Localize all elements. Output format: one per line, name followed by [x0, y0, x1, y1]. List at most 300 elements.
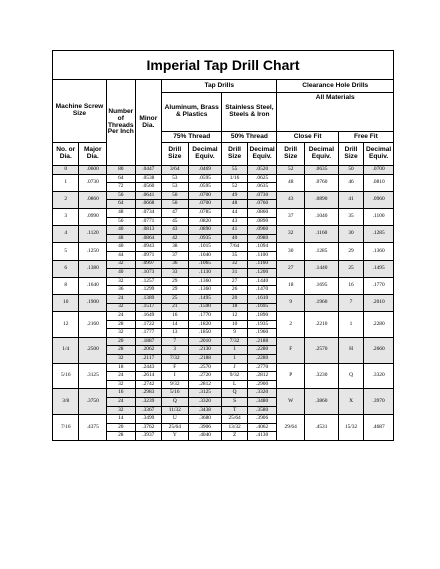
- free-fit-drill-cell: 50: [338, 166, 363, 175]
- alu-decimal-cell: .0595: [188, 183, 222, 192]
- close-fit-decimal-cell: .2210: [304, 312, 338, 338]
- close-fit-drill-cell: 52: [277, 166, 305, 175]
- free-fit-decimal-cell: .2280: [364, 312, 394, 338]
- alu-decimal-cell: .1850: [188, 329, 222, 338]
- screw-size-cell: 0: [53, 166, 79, 175]
- header-decimal-equiv: Decimal Equiv.: [304, 143, 338, 166]
- chart-body: [53, 166, 394, 441]
- steel-drill-cell: 10: [222, 320, 247, 329]
- steel-decimal-cell: .0625: [247, 174, 277, 183]
- minor-dia-cell: .0641: [135, 191, 161, 200]
- close-fit-drill-cell: 30: [277, 243, 305, 260]
- free-fit-drill-cell: 15/32: [338, 415, 363, 441]
- alu-decimal-cell: .3906: [188, 423, 222, 432]
- major-dia-cell: .0860: [79, 191, 107, 208]
- header-thread-75: 75% Thread: [162, 132, 222, 143]
- screw-size-cell: 12: [53, 312, 79, 338]
- minor-dia-cell: .0668: [135, 200, 161, 209]
- alu-decimal-cell: .1130: [188, 269, 222, 278]
- alu-decimal-cell: .1015: [188, 243, 222, 252]
- minor-dia-cell: .0813: [135, 226, 161, 235]
- steel-decimal-cell: .1935: [247, 320, 277, 329]
- free-fit-decimal-cell: .4687: [364, 415, 394, 441]
- alu-drill-cell: 3/64: [162, 166, 188, 175]
- header-aluminum: Aluminum, Brass & Plastics: [162, 93, 222, 132]
- steel-drill-cell: 49: [222, 191, 247, 200]
- tpi-cell: 32: [107, 380, 136, 389]
- tpi-cell: 56: [107, 217, 136, 226]
- minor-dia-cell: .0971: [135, 251, 161, 260]
- alu-decimal-cell: .2188: [188, 355, 222, 364]
- free-fit-decimal-cell: .1495: [364, 260, 394, 277]
- table-row: [53, 208, 394, 217]
- minor-dia-cell: .1777: [135, 329, 161, 338]
- alu-drill-cell: Y: [162, 432, 188, 441]
- minor-dia-cell: .0943: [135, 243, 161, 252]
- table-row: [53, 174, 394, 183]
- page-title: Imperial Tap Drill Chart: [52, 50, 394, 79]
- steel-decimal-cell: .1094: [247, 243, 277, 252]
- steel-drill-cell: S: [222, 398, 247, 407]
- minor-dia-cell: .1887: [135, 337, 161, 346]
- close-fit-decimal-cell: .1040: [304, 208, 338, 225]
- minor-dia-cell: .3762: [135, 423, 161, 432]
- header-no-or-dia: No. or Dia.: [53, 143, 79, 166]
- alu-decimal-cell: .1065: [188, 260, 222, 269]
- steel-drill-cell: 55: [222, 166, 247, 175]
- alu-drill-cell: 9/32: [162, 380, 188, 389]
- close-fit-decimal-cell: .4531: [304, 415, 338, 441]
- alu-decimal-cell: .0820: [188, 217, 222, 226]
- alu-drill-cell: I: [162, 372, 188, 381]
- tpi-cell: 40: [107, 243, 136, 252]
- tpi-cell: 48: [107, 234, 136, 243]
- alu-drill-cell: 3: [162, 346, 188, 355]
- tpi-cell: 32: [107, 406, 136, 415]
- major-dia-cell: .3125: [79, 363, 107, 389]
- header-decimal-equiv: Decimal Equiv.: [188, 143, 222, 166]
- steel-drill-cell: 9/32: [222, 372, 247, 381]
- free-fit-drill-cell: H: [338, 337, 363, 363]
- alu-drill-cell: 47: [162, 208, 188, 217]
- major-dia-cell: .3750: [79, 389, 107, 415]
- minor-dia-cell: .0538: [135, 174, 161, 183]
- alu-decimal-cell: .1495: [188, 294, 222, 303]
- close-fit-drill-cell: 48: [277, 174, 305, 191]
- major-dia-cell: .2160: [79, 312, 107, 338]
- steel-decimal-cell: .0980: [247, 234, 277, 243]
- free-fit-drill-cell: 25: [338, 260, 363, 277]
- steel-decimal-cell: .4130: [247, 432, 277, 441]
- close-fit-drill-cell: 43: [277, 191, 305, 208]
- close-fit-decimal-cell: .0760: [304, 174, 338, 191]
- tpi-cell: 32: [107, 260, 136, 269]
- steel-decimal-cell: .0960: [247, 226, 277, 235]
- tpi-cell: 24: [107, 312, 136, 321]
- minor-dia-cell: .0864: [135, 234, 161, 243]
- close-fit-decimal-cell: .1285: [304, 243, 338, 260]
- steel-decimal-cell: .3320: [247, 389, 277, 398]
- alu-drill-cell: 14: [162, 320, 188, 329]
- steel-decimal-cell: .2280: [247, 355, 277, 364]
- table-row: [53, 277, 394, 286]
- tpi-cell: 40: [107, 269, 136, 278]
- screw-size-cell: 5/16: [53, 363, 79, 389]
- header-all-materials: All Materials: [277, 93, 394, 132]
- header-drill-size: Drill Size: [162, 143, 188, 166]
- steel-decimal-cell: .0730: [247, 191, 277, 200]
- close-fit-decimal-cell: .1160: [304, 226, 338, 243]
- tpi-cell: 32: [107, 277, 136, 286]
- close-fit-decimal-cell: .0890: [304, 191, 338, 208]
- alu-decimal-cell: .0700: [188, 191, 222, 200]
- header-thread-50: 50% Thread: [222, 132, 277, 143]
- steel-drill-cell: Z: [222, 432, 247, 441]
- tpi-cell: 24: [107, 398, 136, 407]
- alu-decimal-cell: .1820: [188, 320, 222, 329]
- major-dia-cell: .1250: [79, 243, 107, 260]
- header-decimal-equiv: Decimal Equiv.: [364, 143, 394, 166]
- tpi-cell: 28: [107, 320, 136, 329]
- close-fit-decimal-cell: .1960: [304, 294, 338, 311]
- header-clearance: Clearance Hole Drills: [277, 80, 394, 93]
- steel-drill-cell: 20: [222, 294, 247, 303]
- steel-drill-cell: 1: [222, 346, 247, 355]
- steel-drill-cell: 9: [222, 329, 247, 338]
- tpi-cell: 20: [107, 423, 136, 432]
- free-fit-drill-cell: 16: [338, 277, 363, 294]
- alu-decimal-cell: .0700: [188, 200, 222, 209]
- tpi-cell: 24: [107, 372, 136, 381]
- free-fit-drill-cell: 1: [338, 312, 363, 338]
- close-fit-drill-cell: W: [277, 389, 305, 415]
- steel-drill-cell: 1: [222, 355, 247, 364]
- alu-drill-cell: 16: [162, 312, 188, 321]
- minor-dia-cell: .0734: [135, 208, 161, 217]
- tpi-cell: 32: [107, 329, 136, 338]
- minor-dia-cell: .1257: [135, 277, 161, 286]
- steel-drill-cell: 27: [222, 277, 247, 286]
- alu-drill-cell: 25: [162, 294, 188, 303]
- table-row: [53, 312, 394, 321]
- steel-drill-cell: 26: [222, 286, 247, 295]
- free-fit-decimal-cell: .3320: [364, 363, 394, 389]
- alu-decimal-cell: .3680: [188, 415, 222, 424]
- major-dia-cell: .4375: [79, 415, 107, 441]
- header-close-fit: Close Fit: [277, 132, 338, 143]
- screw-size-cell: 5: [53, 243, 79, 260]
- major-dia-cell: .1640: [79, 277, 107, 294]
- tpi-cell: 32: [107, 303, 136, 312]
- steel-decimal-cell: .0635: [247, 183, 277, 192]
- steel-decimal-cell: .1960: [247, 329, 277, 338]
- minor-dia-cell: .2983: [135, 389, 161, 398]
- tpi-cell: 56: [107, 191, 136, 200]
- steel-drill-cell: 44: [222, 208, 247, 217]
- header-tap-drills: Tap Drills: [162, 80, 277, 93]
- alu-decimal-cell: .2010: [188, 337, 222, 346]
- steel-decimal-cell: .1890: [247, 312, 277, 321]
- tpi-cell: 20: [107, 337, 136, 346]
- steel-decimal-cell: .4062: [247, 423, 277, 432]
- table-row: [53, 191, 394, 200]
- tpi-cell: 64: [107, 174, 136, 183]
- alu-decimal-cell: .2130: [188, 346, 222, 355]
- minor-dia-cell: .0997: [135, 260, 161, 269]
- screw-size-cell: 3: [53, 208, 79, 225]
- alu-decimal-cell: .2720: [188, 372, 222, 381]
- close-fit-drill-cell: 9: [277, 294, 305, 311]
- free-fit-drill-cell: Q: [338, 363, 363, 389]
- minor-dia-cell: .1389: [135, 294, 161, 303]
- close-fit-drill-cell: 2: [277, 312, 305, 338]
- steel-decimal-cell: .1440: [247, 277, 277, 286]
- alu-drill-cell: Q: [162, 398, 188, 407]
- alu-drill-cell: F: [162, 363, 188, 372]
- close-fit-decimal-cell: .0635: [304, 166, 338, 175]
- steel-drill-cell: 48: [222, 200, 247, 209]
- minor-dia-cell: .2742: [135, 380, 161, 389]
- major-dia-cell: .1120: [79, 226, 107, 243]
- tpi-cell: 36: [107, 286, 136, 295]
- alu-drill-cell: 37: [162, 251, 188, 260]
- table-row: [53, 337, 394, 346]
- header-minor-dia: Minor Dia.: [135, 80, 161, 166]
- free-fit-drill-cell: 7: [338, 294, 363, 311]
- tpi-cell: 28: [107, 346, 136, 355]
- free-fit-decimal-cell: .0960: [364, 191, 394, 208]
- alu-drill-cell: 45: [162, 217, 188, 226]
- header-threads-per-inch: Number of Threads Per Inch: [107, 80, 136, 166]
- steel-decimal-cell: .0760: [247, 200, 277, 209]
- free-fit-drill-cell: 30: [338, 226, 363, 243]
- alu-decimal-cell: .2570: [188, 363, 222, 372]
- free-fit-drill-cell: 46: [338, 174, 363, 191]
- alu-decimal-cell: .3438: [188, 406, 222, 415]
- steel-decimal-cell: .1695: [247, 303, 277, 312]
- alu-drill-cell: 21: [162, 303, 188, 312]
- major-dia-cell: .0600: [79, 166, 107, 175]
- steel-drill-cell: 1/16: [222, 174, 247, 183]
- tpi-cell: 72: [107, 183, 136, 192]
- free-fit-decimal-cell: .0810: [364, 174, 394, 191]
- steel-decimal-cell: .1160: [247, 260, 277, 269]
- steel-decimal-cell: .3580: [247, 406, 277, 415]
- close-fit-decimal-cell: .2570: [304, 337, 338, 363]
- close-fit-drill-cell: F: [277, 337, 305, 363]
- tpi-cell: 44: [107, 251, 136, 260]
- screw-size-cell: 8: [53, 277, 79, 294]
- alu-decimal-cell: .0785: [188, 208, 222, 217]
- table-row: [53, 363, 394, 372]
- alu-drill-cell: 53: [162, 183, 188, 192]
- steel-decimal-cell: .2188: [247, 337, 277, 346]
- header-major-dia: Major Dia.: [79, 143, 107, 166]
- alu-decimal-cell: .1040: [188, 251, 222, 260]
- steel-decimal-cell: .1200: [247, 269, 277, 278]
- tpi-cell: 48: [107, 208, 136, 217]
- alu-drill-cell: 29: [162, 286, 188, 295]
- screw-size-cell: 1/4: [53, 337, 79, 363]
- minor-dia-cell: .3367: [135, 406, 161, 415]
- steel-decimal-cell: .2770: [247, 363, 277, 372]
- steel-decimal-cell: .0520: [247, 166, 277, 175]
- alu-decimal-cell: .4040: [188, 432, 222, 441]
- steel-decimal-cell: .3480: [247, 398, 277, 407]
- free-fit-decimal-cell: .1360: [364, 243, 394, 260]
- free-fit-decimal-cell: .2010: [364, 294, 394, 311]
- alu-drill-cell: 43: [162, 226, 188, 235]
- alu-decimal-cell: .1360: [188, 277, 222, 286]
- minor-dia-cell: .2117: [135, 355, 161, 364]
- steel-drill-cell: 52: [222, 183, 247, 192]
- header-drill-size: Drill Size: [222, 143, 247, 166]
- steel-decimal-cell: .1470: [247, 286, 277, 295]
- screw-size-cell: 4: [53, 226, 79, 243]
- steel-drill-cell: 41: [222, 226, 247, 235]
- minor-dia-cell: .1073: [135, 269, 161, 278]
- major-dia-cell: .2500: [79, 337, 107, 363]
- header-free-fit: Free Fit: [338, 132, 393, 143]
- alu-decimal-cell: .3320: [188, 398, 222, 407]
- alu-drill-cell: 11/32: [162, 406, 188, 415]
- minor-dia-cell: .3239: [135, 398, 161, 407]
- minor-dia-cell: .0560: [135, 183, 161, 192]
- alu-drill-cell: 36: [162, 260, 188, 269]
- free-fit-decimal-cell: .1100: [364, 208, 394, 225]
- minor-dia-cell: .3499: [135, 415, 161, 424]
- table-row: [53, 166, 394, 175]
- header-stainless: Stainless Steel, Steels & Iron: [222, 93, 277, 132]
- steel-decimal-cell: .0860: [247, 208, 277, 217]
- table-row: [53, 226, 394, 235]
- header-drill-size: Drill Size: [277, 143, 305, 166]
- tap-drill-table: [52, 79, 394, 441]
- steel-drill-cell: 43: [222, 217, 247, 226]
- steel-drill-cell: 32: [222, 260, 247, 269]
- steel-decimal-cell: .3906: [247, 415, 277, 424]
- tpi-cell: 28: [107, 432, 136, 441]
- free-fit-decimal-cell: .3970: [364, 389, 394, 415]
- alu-drill-cell: 38: [162, 243, 188, 252]
- header-machine-screw-size: Machine Screw Size: [53, 80, 107, 143]
- table-row: [53, 243, 394, 252]
- minor-dia-cell: .1299: [135, 286, 161, 295]
- alu-decimal-cell: .1590: [188, 303, 222, 312]
- close-fit-decimal-cell: .3860: [304, 389, 338, 415]
- close-fit-decimal-cell: .3230: [304, 363, 338, 389]
- free-fit-decimal-cell: .1285: [364, 226, 394, 243]
- close-fit-drill-cell: 27: [277, 260, 305, 277]
- alu-drill-cell: U: [162, 415, 188, 424]
- steel-decimal-cell: .1610: [247, 294, 277, 303]
- tpi-cell: 24: [107, 294, 136, 303]
- close-fit-drill-cell: 18: [277, 277, 305, 294]
- alu-drill-cell: 7: [162, 337, 188, 346]
- tpi-cell: 64: [107, 200, 136, 209]
- close-fit-drill-cell: P: [277, 363, 305, 389]
- alu-drill-cell: 25/64: [162, 423, 188, 432]
- free-fit-drill-cell: 35: [338, 208, 363, 225]
- alu-decimal-cell: .3125: [188, 389, 222, 398]
- steel-drill-cell: 7/64: [222, 243, 247, 252]
- steel-drill-cell: Q: [222, 389, 247, 398]
- steel-drill-cell: T: [222, 406, 247, 415]
- alu-decimal-cell: .0469: [188, 166, 222, 175]
- screw-size-cell: 1: [53, 174, 79, 191]
- steel-decimal-cell: .1100: [247, 251, 277, 260]
- alu-drill-cell: 5/16: [162, 389, 188, 398]
- free-fit-drill-cell: 29: [338, 243, 363, 260]
- free-fit-decimal-cell: .2660: [364, 337, 394, 363]
- close-fit-drill-cell: 32: [277, 226, 305, 243]
- free-fit-decimal-cell: .1770: [364, 277, 394, 294]
- steel-drill-cell: L: [222, 380, 247, 389]
- table-row: [53, 389, 394, 398]
- close-fit-decimal-cell: .1440: [304, 260, 338, 277]
- alu-drill-cell: 33: [162, 269, 188, 278]
- free-fit-drill-cell: X: [338, 389, 363, 415]
- alu-drill-cell: 7/32: [162, 355, 188, 364]
- screw-size-cell: 2: [53, 191, 79, 208]
- screw-size-cell: 7/16: [53, 415, 79, 441]
- screw-size-cell: 3/8: [53, 389, 79, 415]
- minor-dia-cell: .2443: [135, 363, 161, 372]
- tpi-cell: 80: [107, 166, 136, 175]
- major-dia-cell: .1380: [79, 260, 107, 277]
- tpi-cell: 16: [107, 389, 136, 398]
- free-fit-drill-cell: 41: [338, 191, 363, 208]
- alu-drill-cell: 29: [162, 277, 188, 286]
- minor-dia-cell: .2614: [135, 372, 161, 381]
- steel-drill-cell: 25/64: [222, 415, 247, 424]
- steel-drill-cell: 35: [222, 251, 247, 260]
- steel-decimal-cell: .2812: [247, 372, 277, 381]
- steel-drill-cell: 7/32: [222, 337, 247, 346]
- steel-drill-cell: J: [222, 363, 247, 372]
- steel-drill-cell: 18: [222, 303, 247, 312]
- alu-decimal-cell: .0935: [188, 234, 222, 243]
- tpi-cell: 14: [107, 415, 136, 424]
- alu-drill-cell: 50: [162, 200, 188, 209]
- close-fit-drill-cell: 37: [277, 208, 305, 225]
- table-row: [53, 294, 394, 303]
- alu-drill-cell: 50: [162, 191, 188, 200]
- minor-dia-cell: .1722: [135, 320, 161, 329]
- screw-size-cell: 10: [53, 294, 79, 311]
- alu-drill-cell: 42: [162, 234, 188, 243]
- free-fit-decimal-cell: .0700: [364, 166, 394, 175]
- minor-dia-cell: .1517: [135, 303, 161, 312]
- tpi-cell: 32: [107, 355, 136, 364]
- steel-decimal-cell: .2280: [247, 346, 277, 355]
- alu-decimal-cell: .1360: [188, 286, 222, 295]
- minor-dia-cell: .0771: [135, 217, 161, 226]
- major-dia-cell: .0730: [79, 174, 107, 191]
- table-row: [53, 260, 394, 269]
- minor-dia-cell: .3937: [135, 432, 161, 441]
- close-fit-decimal-cell: .1695: [304, 277, 338, 294]
- alu-drill-cell: 13: [162, 329, 188, 338]
- alu-drill-cell: 53: [162, 174, 188, 183]
- close-fit-drill-cell: 29/64: [277, 415, 305, 441]
- tpi-cell: 40: [107, 226, 136, 235]
- minor-dia-cell: .2062: [135, 346, 161, 355]
- steel-drill-cell: 31: [222, 269, 247, 278]
- steel-drill-cell: 12: [222, 312, 247, 321]
- table-row: [53, 415, 394, 424]
- alu-decimal-cell: .0890: [188, 226, 222, 235]
